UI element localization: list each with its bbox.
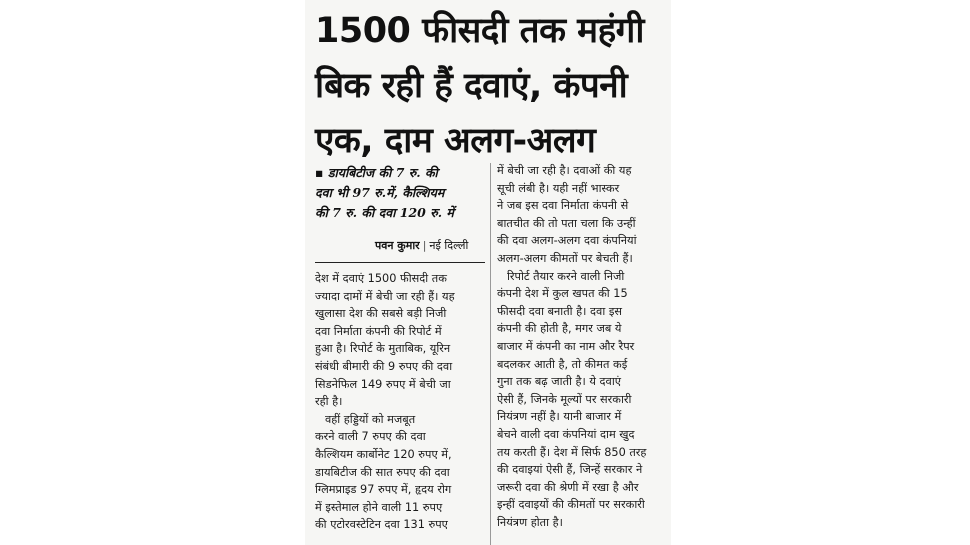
article-line: तय करती हैं। देश में सिर्फ 850 तरह [497,445,647,459]
byline-separator: | [422,239,427,252]
headline [315,4,667,169]
subheadline-line: ▪ डायबिटीज की 7 रु. की [315,165,438,180]
article-line: करने वाली 7 रुपए की दवा [315,430,426,444]
subheadline [315,163,483,223]
article-line: नियंत्रण होता है। [497,515,563,529]
article-line: ने जब इस दवा निर्माता कंपनी से [497,199,629,213]
article-line: देश में दवाएं 1500 फीसदी तक [315,272,447,285]
byline-author: पवन कुमार [375,239,420,252]
divider-rule [315,262,485,263]
article-line: अलग-अलग कीमतों पर बेचती हैं। [497,251,633,265]
headline-line: बिक रही हैं दवाएं, कंपनी [315,66,628,106]
byline-location: नई दिल्ली [429,239,469,252]
article-line: ज्यादा दामों में बेची जा रही हैं। यह [315,289,455,303]
article-column-right [497,162,667,531]
article-line: में इस्तेमाल होने वाली 11 रुपए [315,500,443,514]
article-line: कंपनी की होती है, मगर जब ये [497,322,622,336]
article-line: रिपोर्ट तैयार करने वाली निजी [507,269,625,283]
article-line: डायबिटीज की सात रुपए की दवा [315,465,450,479]
article-line: हुआ है। रिपोर्ट के मुताबिक, यूरिन [315,342,451,356]
article-line: दवा निर्माता कंपनी की रिपोर्ट में [315,324,442,338]
article-line: बदलकर आती है, तो कीमत कई [497,357,628,371]
article-line: संबंधी बीमारी की 9 रुपए की दवा [315,359,453,373]
article-line: फीसदी दवा बनाती है। दवा इस [497,304,623,318]
article-line: बाजार में कंपनी का नाम और रैपर [497,339,635,353]
article-line: इन्हीं दवाइयों की कीमतों पर सरकारी [497,498,645,512]
subheadline-line: की 7 रु. की दवा 120 रु. में [315,205,454,220]
article-line: कंपनी देश में कुल खपत की 15 [497,287,628,301]
article-line: में बेची जा रही है। दवाओं की यह [497,164,632,177]
article-line: गुना तक बढ़ जाती है। ये दवाएं [497,375,621,389]
article-line: की दवाइयां ऐसी हैं, जिन्हें सरकार ने [497,463,643,477]
article-line: जरूरी दवा की श्रेणी में रखा है और [497,480,639,494]
news-clipping [305,0,671,545]
column-divider [490,163,491,545]
article-line: की एटोरवस्टेटिन दवा 131 रुपए [315,518,448,532]
article-line: कैल्शियम कार्बोनेट 120 रुपए में, [315,447,452,461]
article-line: रही है। [315,395,343,409]
article-line: वहीं हड्डियों को मजबूत [325,412,416,426]
article-column-left [315,270,487,534]
article-line: ऐसी हैं, जिनके मूल्यों पर सरकारी [497,392,632,406]
article-line: खुलासा देश की सबसे बड़ी निजी [315,307,447,321]
headline-line: एक, दाम अलग-अलग [315,121,596,161]
subheadline-line: दवा भी 97 रु.में, कैल्शियम [315,185,445,200]
article-line: बेचने वाली दवा कंपनियां दाम खुद [497,427,635,441]
headline-line: 1500 फीसदी तक महंगी [315,11,644,51]
article-line: बातचीत की तो पता चला कि उन्हीं [497,216,636,230]
byline [375,238,485,254]
article-line: ग्लिमप्राइड 97 रुपए में, हृदय रोग [315,483,452,497]
article-line: नियंत्रण नहीं है। यानी बाजार में [497,410,622,424]
article-line: की दवा अलग-अलग दवा कंपनियां [497,234,637,248]
article-line: सूची लंबी है। यही नहीं भास्कर [497,181,620,195]
article-line: सिडनेफिल 149 रुपए में बेची जा [315,377,451,391]
